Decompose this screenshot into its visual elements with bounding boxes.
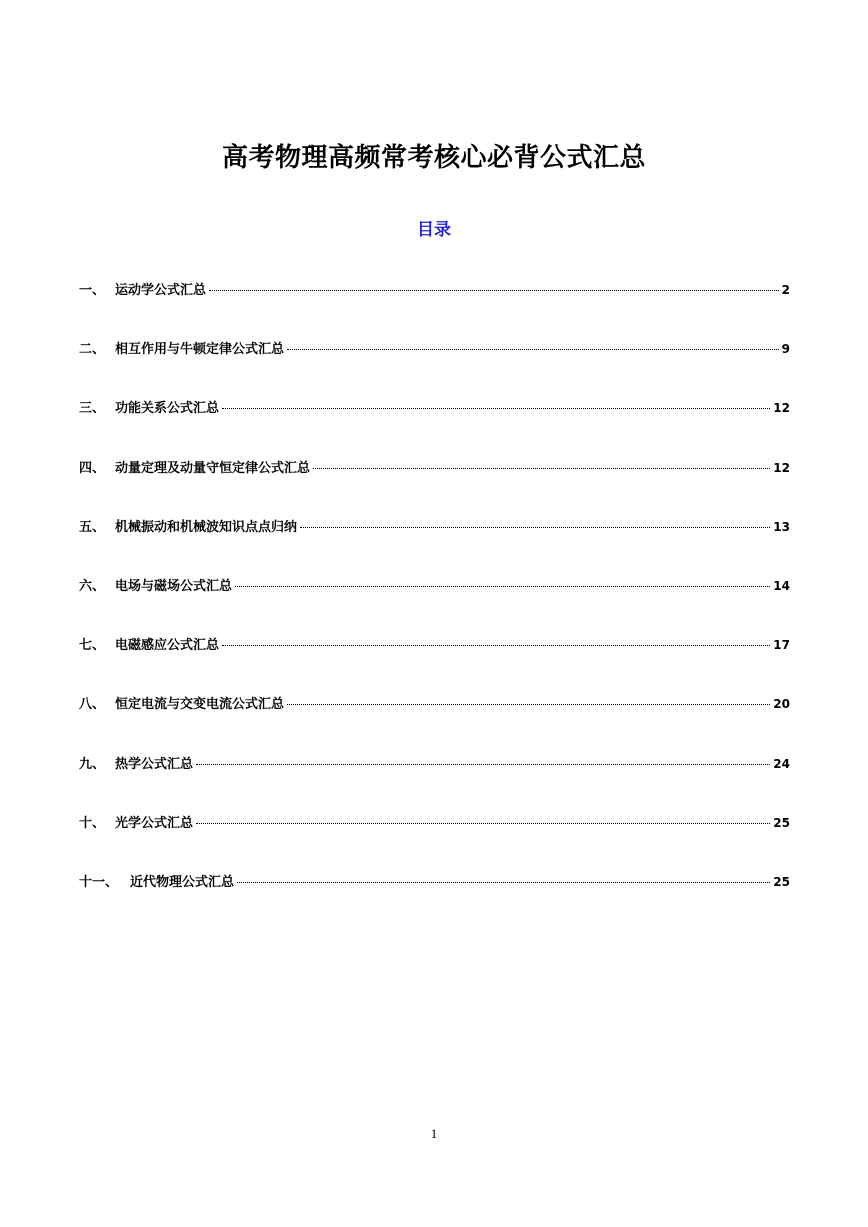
toc-entry-title: 光学公式汇总	[115, 815, 194, 831]
toc-entry-number: 十一、	[79, 874, 119, 890]
toc-entry-number: 六、	[79, 578, 106, 594]
toc-entry[interactable]	[79, 276, 790, 335]
toc-entry-page: 24	[773, 756, 790, 771]
table-of-contents	[79, 276, 790, 927]
toc-entry-title: 电场与磁场公式汇总	[115, 578, 233, 594]
toc-entry-page: 13	[773, 519, 790, 534]
toc-dot-leader	[313, 467, 770, 469]
toc-entry-page: 25	[773, 815, 790, 830]
toc-heading: 目录	[417, 220, 451, 240]
toc-entry-number: 九、	[79, 756, 106, 772]
toc-entry[interactable]	[79, 335, 790, 394]
toc-entry-page: 17	[773, 638, 790, 653]
toc-entry-title: 相互作用与牛顿定律公式汇总	[115, 342, 285, 358]
toc-entry-number: 四、	[79, 460, 106, 476]
toc-entry-number: 八、	[79, 697, 106, 713]
toc-dot-leader	[287, 348, 779, 350]
toc-entry[interactable]	[79, 394, 790, 453]
toc-entry-page: 12	[773, 401, 790, 416]
toc-entry-page: 20	[773, 697, 790, 712]
toc-dot-leader	[222, 407, 770, 409]
toc-entry[interactable]	[79, 690, 790, 749]
toc-entry-title: 功能关系公式汇总	[115, 401, 220, 417]
toc-entry-title: 热学公式汇总	[115, 756, 194, 772]
document-title: 高考物理高频常考核心必背公式汇总	[221, 143, 646, 173]
toc-entry[interactable]	[79, 750, 790, 809]
toc-entry[interactable]	[79, 454, 790, 513]
toc-entry[interactable]	[79, 572, 790, 631]
toc-entry[interactable]	[79, 513, 790, 572]
toc-entry-number: 三、	[79, 401, 106, 417]
toc-entry[interactable]	[79, 631, 790, 690]
toc-entry-page: 2	[781, 283, 790, 297]
toc-entry-title: 恒定电流与交变电流公式汇总	[115, 697, 285, 713]
toc-dot-leader	[209, 289, 779, 291]
toc-dot-leader	[222, 644, 770, 646]
toc-dot-leader	[196, 763, 770, 765]
toc-entry-title: 动量定理及动量守恒定律公式汇总	[115, 460, 311, 476]
toc-entry-page: 12	[773, 460, 790, 475]
toc-dot-leader	[237, 881, 770, 883]
toc-dot-leader	[300, 526, 770, 528]
toc-dot-leader	[235, 585, 770, 587]
toc-entry-page: 9	[781, 342, 790, 357]
toc-entry-title: 近代物理公式汇总	[130, 874, 235, 890]
toc-entry-page: 25	[773, 874, 790, 889]
toc-entry-number: 一、	[79, 283, 106, 298]
toc-entry-page: 14	[773, 578, 790, 593]
toc-entry[interactable]	[79, 868, 790, 927]
toc-dot-leader	[196, 822, 770, 824]
page-number: 1	[430, 1126, 438, 1141]
toc-entry-title: 运动学公式汇总	[115, 283, 207, 298]
toc-entry-number: 二、	[79, 342, 106, 358]
toc-entry-number: 七、	[79, 638, 106, 654]
toc-entry[interactable]	[79, 809, 790, 868]
toc-entry-title: 机械振动和机械波知识点点归纳	[115, 519, 298, 535]
toc-entry-number: 十、	[79, 815, 106, 831]
toc-entry-title: 电磁感应公式汇总	[115, 638, 220, 654]
toc-entry-number: 五、	[79, 519, 106, 535]
toc-dot-leader	[287, 703, 770, 705]
